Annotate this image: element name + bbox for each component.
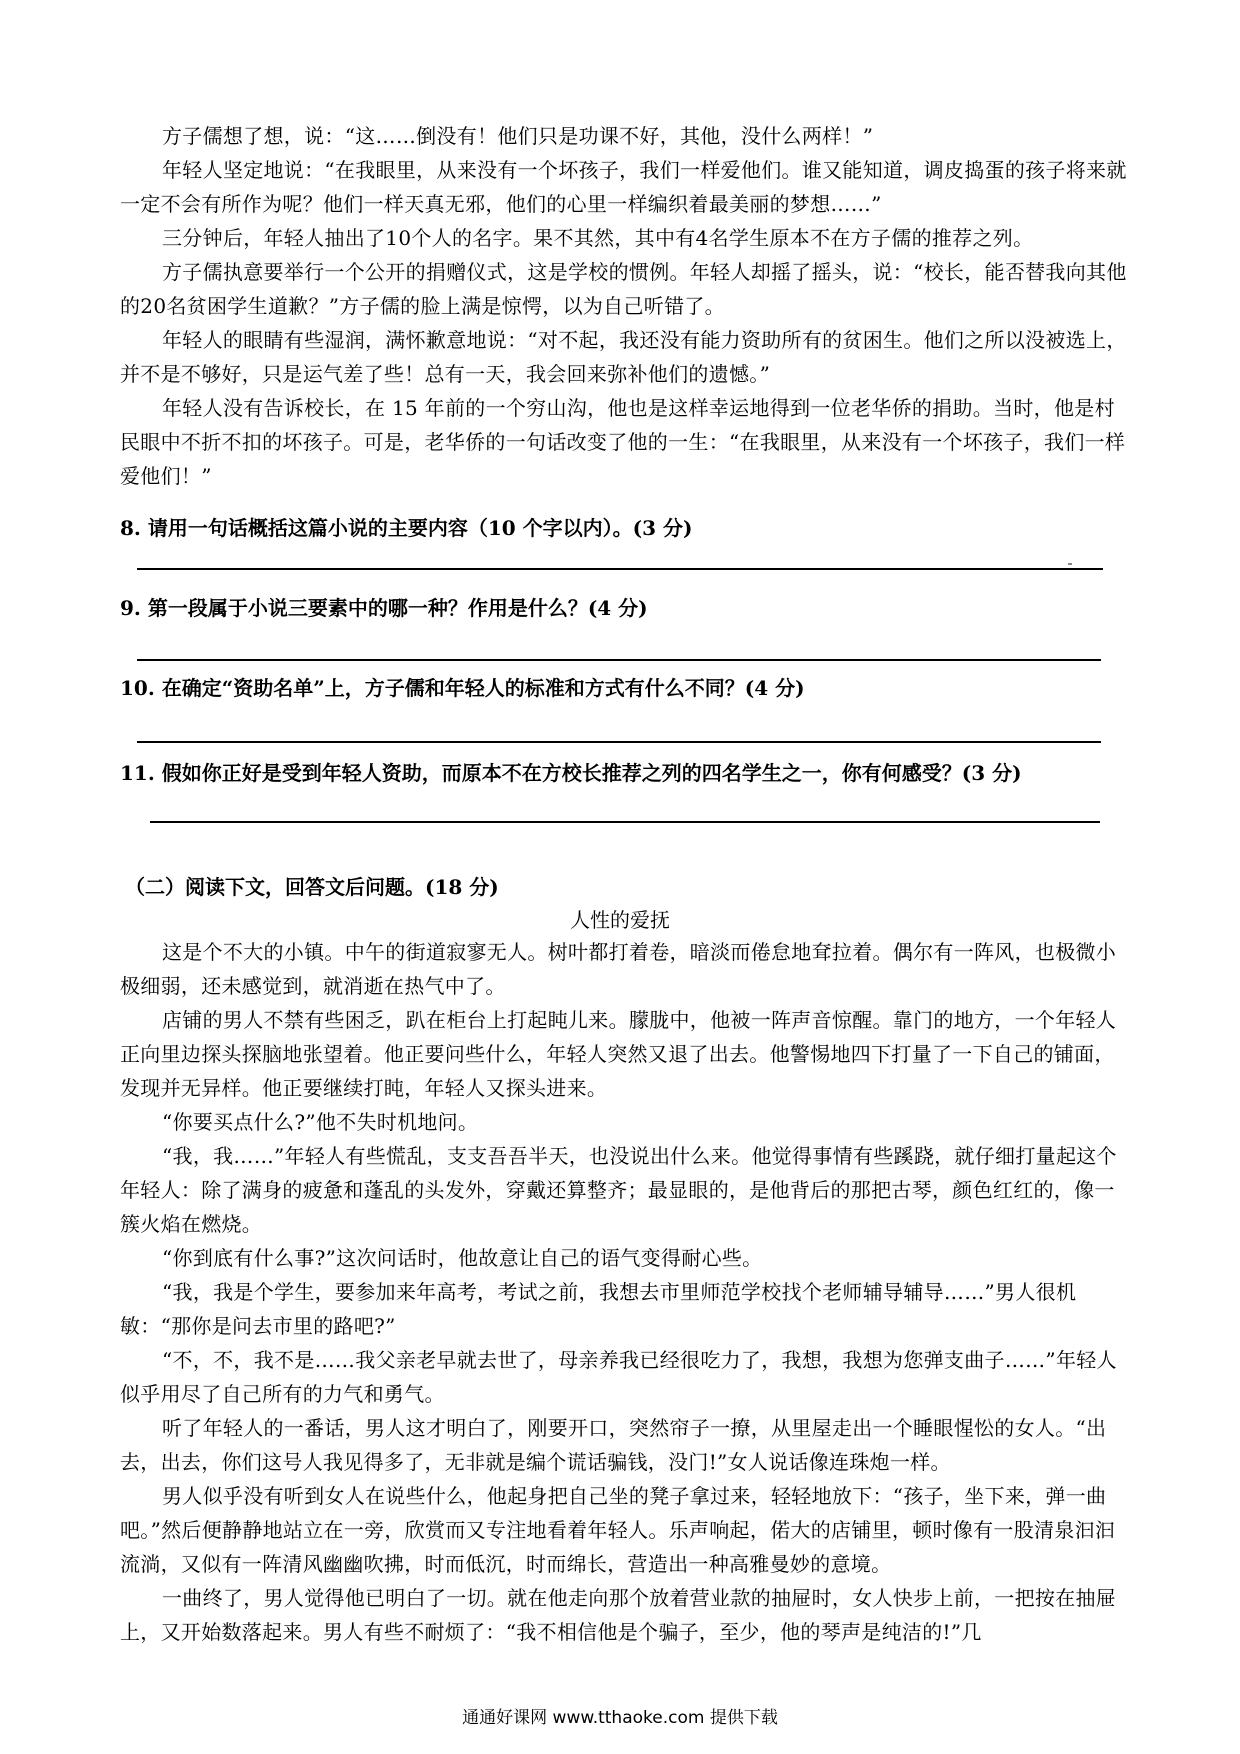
story-paragraph: 听了年轻人的一番话，男人这才明白了，刚要开口，突然帘子一撩，从里屋走出一个睡眼惺忪的女人。“出去，出去，你们这号人我见得多了，无非就是编个谎话骗钱，没门!”女人说话像连珠炮一样。 (120, 1416, 1107, 1474)
question-10: 10. 在确定“资助名单”上，方子儒和年轻人的标准和方式有什么不同？(4 分) (120, 676, 805, 700)
story-paragraph: 店铺的男人不禁有些困乏，趴在柜台上打起盹儿来。朦胧中，他被一阵声音惊醒。靠门的地方，一个年轻人正向里边探头探脑地张望着。他正要问些什么，年轻人突然又退了出去。他警惕地四下打量了一下自己的铺面，发现并无异样。他正要继续打盹，年轻人又探头进来。 (120, 1008, 1117, 1100)
story-paragraph: 这是个不大的小镇。中午的街道寂寥无人。树叶都打着卷，暗淡而倦怠地耷拉着。偶尔有一阵风，也极微小极细弱，还未感觉到，就消逝在热气中了。 (120, 940, 1117, 998)
scan-speck (1068, 563, 1072, 565)
story-paragraph: 年轻人的眼睛有些湿润，满怀歉意地说：“对不起，我还没有能力资助所有的贫困生。他们之所以没被选上，并不是不够好，只是运气差了些！总有一天，我会回来弥补他们的遗憾。” (120, 328, 1127, 386)
answer-line-10[interactable] (137, 741, 1101, 743)
page-footer: 通通好课网 www.tthaoke.com 提供下载 (462, 1708, 778, 1728)
story-paragraph: 男人似乎没有听到女人在说些什么，他起身把自己坐的凳子拿过来，轻轻地放下：“孩子，坐下来，弹一曲吧。”然后便静静地站立在一旁，欣赏而又专注地看着年轻人。乐声响起，偌大的店铺里，顿时像有一股清泉汩汩流淌，又似有一阵清风幽幽吹拂，时而低沉，时而绵长，营造出一种高雅曼妙的意境。 (120, 1484, 1116, 1576)
question-11: 11. 假如你正好是受到年轻人资助，而原本不在方校长推荐之列的四名学生之一，你有何感受？(3 分) (120, 761, 1022, 785)
story-paragraph: “不，不，我不是……我父亲老早就去世了，母亲养我已经很吃力了，我想，我想为您弹支曲子……”年轻人似乎用尽了自己所有的力气和勇气。 (120, 1348, 1117, 1406)
story-paragraph: 年轻人坚定地说：“在我眼里，从来没有一个坏孩子，我们一样爱他们。谁又能知道，调皮捣蛋的孩子将来就一定不会有所作为呢？他们一样天真无邪，他们的心里一样编织着最美丽的梦想……” (120, 158, 1127, 216)
question-9: 9. 第一段属于小说三要素中的哪一种？作用是什么？(4 分) (120, 596, 648, 620)
question-8: 8. 请用一句话概括这篇小说的主要内容（10 个字以内）。(3 分) (120, 516, 693, 540)
answer-line-8[interactable] (137, 568, 1103, 570)
story-paragraph: 一曲终了，男人觉得他已明白了一切。就在他走向那个放着营业款的抽屉时，女人快步上前，一把按在抽屉上，又开始数落起来。男人有些不耐烦了：“我不相信他是个骗子，至少，他的琴声是纯洁的!”几 (120, 1586, 1117, 1644)
story-paragraph: 方子儒执意要举行一个公开的捐赠仪式，这是学校的惯例。年轻人却摇了摇头，说：“校长，能否替我向其他的20名贫困学生道歉？”方子儒的脸上满是惊愕，以为自己听错了。 (120, 260, 1127, 318)
story-paragraph: “你要买点什么?”他不失时机地问。 (162, 1110, 479, 1134)
story-paragraph: “我，我……”年轻人有些慌乱，支支吾吾半天，也没说出什么来。他觉得事情有些蹊跷，就仔细打量起这个年轻人：除了满身的疲惫和蓬乱的头发外，穿戴还算整齐；最显眼的，是他背后的那把古琴，颜色红红的，像一簇火焰在燃烧。 (120, 1144, 1117, 1236)
story-paragraph: 年轻人没有告诉校长，在 15 年前的一个穷山沟，他也是这样幸运地得到一位老华侨的捐助。当时，他是村民眼中不折不扣的坏孩子。可是，老华侨的一句话改变了他的一生：“在我眼里，从来没有一个坏孩子，我们一样爱他们！” (120, 396, 1126, 488)
story-title: 人性的爱抚 (570, 908, 670, 932)
story-paragraph: 三分钟后，年轻人抽出了10个人的名字。果不其然，其中有4名学生原本不在方子儒的推荐之列。 (162, 226, 1034, 250)
story-paragraph: 方子儒想了想，说：“这……倒没有！他们只是功课不好，其他，没什么两样！” (162, 124, 874, 148)
story-paragraph: “你到底有什么事?”这次问话时，他故意让自己的语气变得耐心些。 (162, 1246, 763, 1270)
story-paragraph: “我，我是个学生，要参加来年高考，考试之前，我想去市里师范学校找个老师辅导辅导……”男人很机敏：“那你是问去市里的路吧?” (120, 1280, 1077, 1338)
section-heading: （二）阅读下文，回答文后问题。(18 分) (125, 875, 499, 899)
answer-line-11[interactable] (150, 821, 1100, 823)
answer-line-9[interactable] (137, 659, 1101, 661)
